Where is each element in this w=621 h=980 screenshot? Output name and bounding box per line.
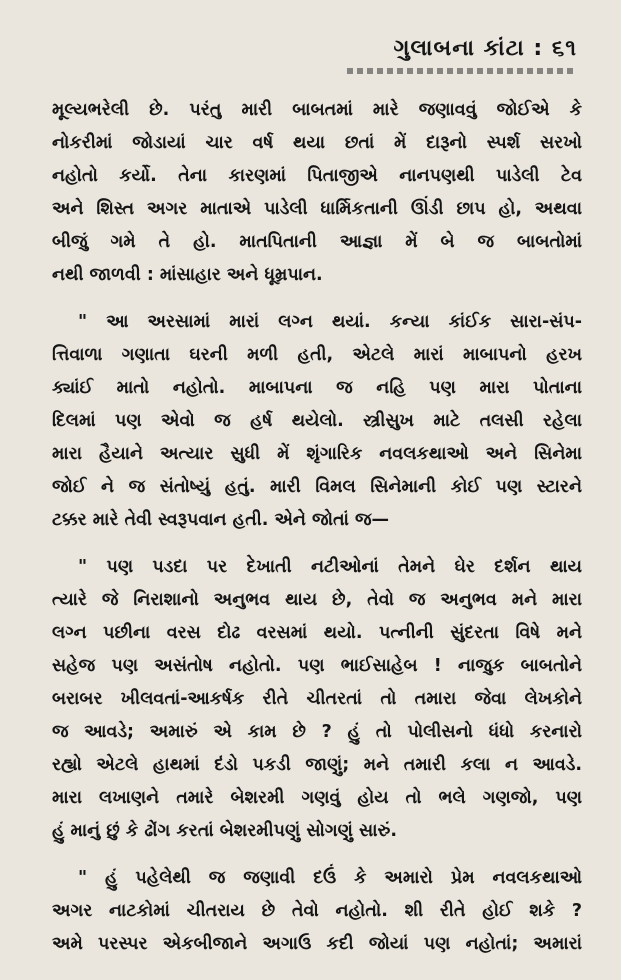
text-line: ત્તિવાળા ગણાતા ઘરની મળી હતી, એટલે મારાં માબાપનો હરખ — [52, 345, 582, 365]
text-line: દિલમાં પણ એવો જ હર્ષ થયેલો. સ્ત્રીસુખ માટે તલસી રહેલા — [52, 411, 582, 431]
text-line: મારા લખાણને તમારે બેશરમી ગણવું હોય તો ભલે ગણજો, પણ — [52, 788, 582, 808]
text-line: લગ્ન પછીના વરસ દોઢ વરસમાં થયો. પત્નીની સુંદરતા વિષે મને — [52, 623, 582, 643]
text-line: " આ અરસામાં મારાં લગ્ન થયાં. કન્યા કાંઈક સારા-સંપ- — [78, 312, 582, 332]
text-line: બીજું ગમે તે હો. માતપિતાની આજ્ઞા મેં બે જ બાબતોમાં — [52, 232, 582, 252]
paragraph-4 — [52, 862, 582, 961]
text-line: નહોતો કર્યો. તેના કારણમાં પિતાજીએ નાનપણથી પાડેલી ટેવ — [52, 166, 582, 186]
text-line: મૂલ્યભરેલી છે. પરંતુ મારી બાબતમાં મારે જણાવવું જોઈએ કે — [52, 100, 582, 120]
text-line: ક્યાંઈ માતો નહોતો. માબાપના જ નહિ પણ મારા પોતાના — [52, 378, 582, 398]
text-line: જોઈ ને જ સંતોષ્યું હતું. મારી વિમલ સિનેમાની કોઈ પણ સ્ટારને — [52, 477, 582, 497]
text-line: નોકરીમાં જોડાયાં ચાર વર્ષ થયા છતાં મેં દારૂનો સ્પર્શ સરખો — [52, 133, 582, 153]
text-line: નથી જાળવી : માંસાહાર અને ધૂમ્રપાન. — [52, 265, 323, 285]
text-line: ટક્કર મારે તેવી સ્વરૂપવાન હતી. એને જોતાં જ— — [52, 510, 390, 530]
text-line: બરાબર ખીલવતાં-આકર્ષક રીતે ચીતરતાં તો તમારા જેવા લેખકોને — [52, 689, 582, 709]
text-line: અને શિસ્ત અગર માતાએ પાડેલી ધાર્મિકતાની ઊંડી છાપ હો, અથવા — [52, 199, 582, 219]
running-header: ગુલાબના કાંટા : ૬૧ — [393, 36, 577, 61]
text-line: " હું પહેલેથી જ જણાવી દઉં કે અમારો પ્રેમ નવલકથાઓ — [78, 868, 582, 888]
text-line: " પણ પડદા પર દેખાતી નટીઓનાં તેમને ઘેર દર્શન થાય — [78, 557, 582, 577]
text-line: સહેજ પણ અસંતોષ નહોતો. પણ ભાઈસાહેબ ! નાજુક બાબતોને — [52, 656, 582, 676]
text-line: મારા હૈયાને અત્યાર સુધી મેં શૃંગારિક નવલકથાઓ અને સિનેમા — [52, 444, 582, 464]
text-line: જ આવડે; અમારું એ કામ છે ? હું તો પોલીસનો ધંધો કરનારો — [52, 722, 582, 742]
text-line: અગર નાટકોમાં ચીતરાય છે તેવો નહોતો. શી રીતે હોઈ શકે ? — [52, 901, 582, 921]
text-line: હું માનું છું કે ઢોંગ કરતાં બેશરમીપણું સોગણું સારું. — [52, 821, 397, 841]
body-text — [52, 94, 582, 975]
paragraph-1 — [52, 94, 582, 292]
paragraph-3 — [52, 551, 582, 848]
paragraph-2 — [52, 306, 582, 537]
text-line: રહ્યો એટલે હાથમાં દંડો પકડી જાણું; મને તમારી કલા ન આવડે. — [52, 755, 582, 775]
text-line: અમે પરસ્પર એકબીજાને અગાઉ કદી જોયાં પણ નહોતાં; અમારાં — [52, 934, 582, 954]
header-decorative-rule — [347, 68, 577, 74]
text-line: ત્યારે જે નિરાશાનો અનુભવ થાય છે, તેવો જ અનુભવ મને મારા — [52, 590, 582, 610]
